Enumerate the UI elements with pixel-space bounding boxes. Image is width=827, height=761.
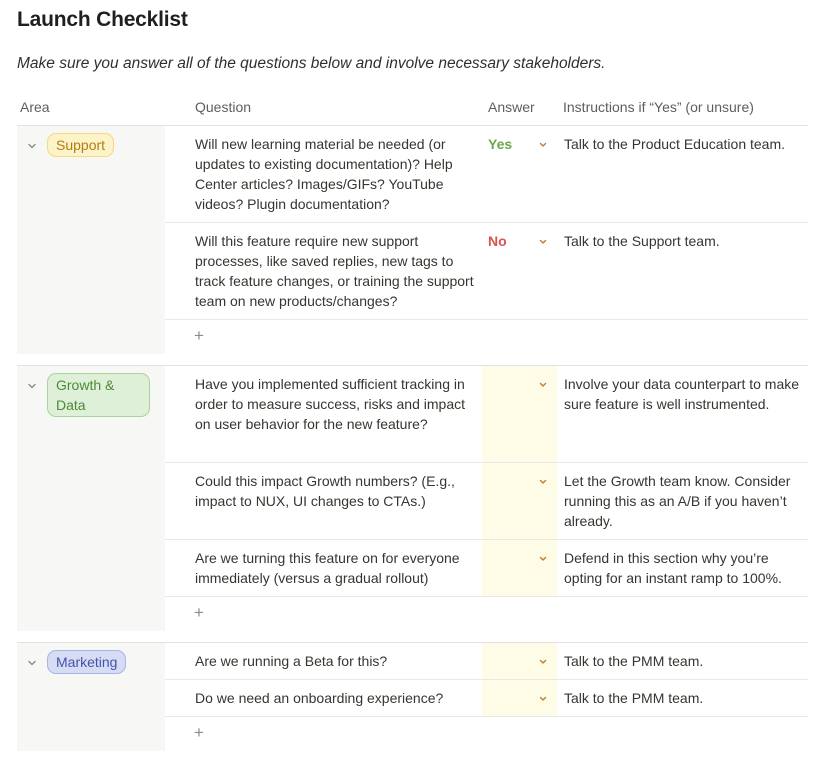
question-cell[interactable]: Do we need an onboarding experience? — [195, 690, 444, 706]
column-header-area[interactable]: Area — [20, 99, 50, 115]
column-header-instructions[interactable]: Instructions if “Yes” (or unsure) — [563, 99, 754, 115]
column-header-question[interactable]: Question — [195, 99, 252, 115]
chevron-down-icon[interactable] — [26, 380, 38, 392]
group-area-cell-support — [17, 126, 165, 354]
chevron-down-icon[interactable] — [26, 140, 38, 152]
chevron-down-icon[interactable] — [538, 477, 548, 487]
question-cell[interactable]: Are we running a Beta for this? — [195, 653, 388, 669]
question-cell[interactable]: Are we turning this feature on for everyone immediately (versus a gradual rollout) — [195, 550, 460, 586]
answer-cell-empty[interactable] — [482, 540, 557, 596]
row-divider — [165, 596, 808, 597]
chevron-down-icon[interactable] — [538, 380, 548, 390]
chevron-down-icon[interactable] — [538, 657, 548, 667]
answer-value[interactable]: No — [488, 233, 507, 249]
question-cell[interactable]: Could this impact Growth numbers? (E.g., impact to NUX, UI changes to CTAs.) — [195, 473, 455, 509]
column-header-answer[interactable]: Answer — [488, 99, 535, 115]
chevron-down-icon[interactable] — [538, 694, 548, 704]
chevron-down-icon[interactable] — [26, 657, 38, 669]
instructions-cell[interactable]: Defend in this section why you’re opting for an instant ramp to 100%. — [564, 550, 782, 586]
question-cell[interactable]: Have you implemented sufficient tracking in order to measure success, risks and impact on user behavior for the new feature? — [195, 376, 465, 432]
chevron-down-icon[interactable] — [538, 237, 548, 247]
row-divider — [165, 319, 808, 320]
chevron-down-icon[interactable] — [538, 140, 548, 150]
instructions-cell[interactable]: Talk to the Product Education team. — [564, 136, 786, 152]
instructions-cell[interactable]: Talk to the PMM team. — [564, 653, 704, 669]
row-divider — [165, 222, 808, 223]
plus-icon[interactable]: + — [194, 603, 204, 622]
group-tag-marketing[interactable]: Marketing — [47, 650, 126, 674]
group-tag-growth-data[interactable]: Growth & Data — [47, 373, 150, 417]
group-tag-support[interactable]: Support — [47, 133, 114, 157]
question-cell[interactable]: Will new learning material be needed (or updates to existing documentation)? Help Center articles? Images/GIFs? YouTube videos? Plugin documentation? — [195, 136, 453, 212]
chevron-down-icon[interactable] — [538, 554, 548, 564]
page-subtitle: Make sure you answer all of the questions below and involve necessary stakeholders. — [17, 55, 606, 72]
instructions-cell[interactable]: Let the Growth team know. Consider running this as an A/B if you haven’t already. — [564, 473, 791, 529]
answer-value[interactable]: Yes — [488, 136, 513, 152]
instructions-cell[interactable]: Talk to the Support team. — [564, 233, 720, 249]
question-cell[interactable]: Will this feature require new support processes, like saved replies, new tags to track feature changes, or training the support team on new products/changes? — [195, 233, 474, 309]
answer-cell-empty[interactable] — [482, 463, 557, 539]
page-title: Launch Checklist — [17, 8, 188, 31]
instructions-cell[interactable]: Talk to the PMM team. — [564, 690, 704, 706]
instructions-cell[interactable]: Involve your data counterpart to make sure feature is well instrumented. — [564, 376, 800, 412]
plus-icon[interactable]: + — [194, 723, 204, 742]
plus-icon[interactable]: + — [194, 326, 204, 345]
row-divider — [165, 716, 808, 717]
